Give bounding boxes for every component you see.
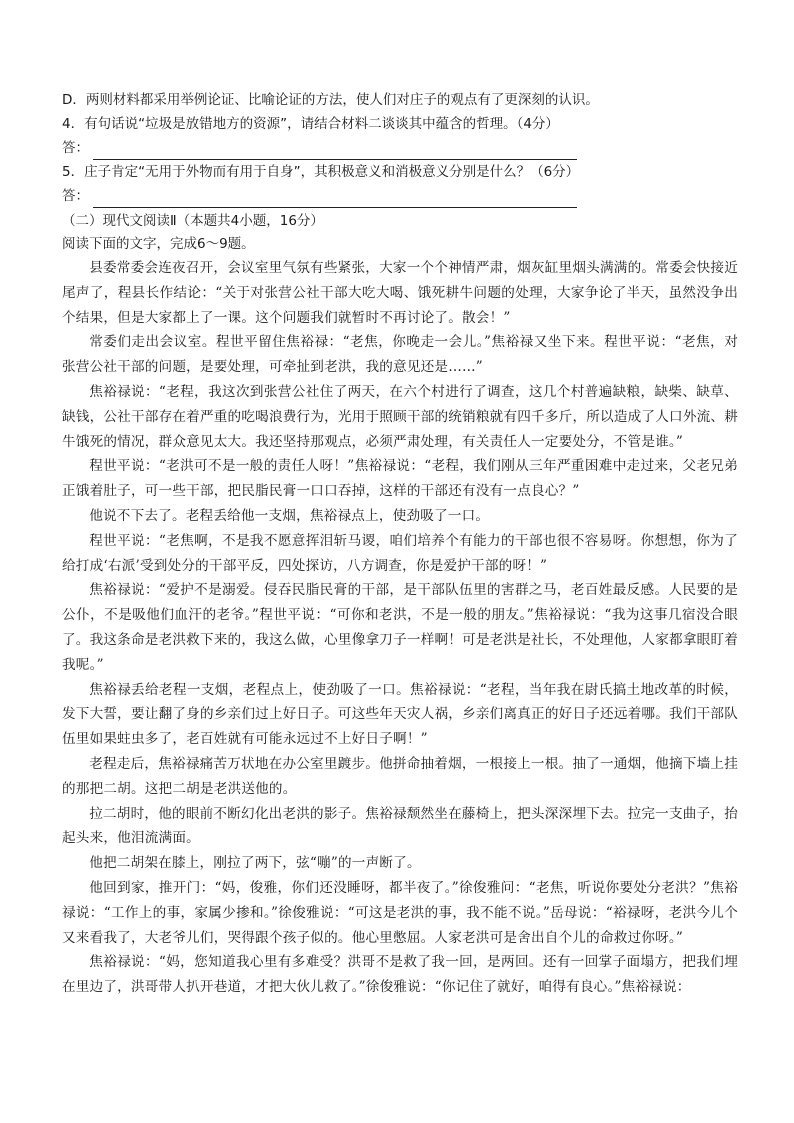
question-4: 4．有句话说“垃圾是放错地方的资源”，请结合材料二谈谈其中蕴含的哲理。（4分） [62, 116, 559, 132]
passage-paragraph: 焦裕禄说：“妈，您知道我心里有多难受？洪哥不是救了我一回，是两回。还有一回掌子面塌方，把我们埋在里边了，洪哥带人扒开巷道，才把大伙儿救了。”徐俊雅说：“你记住了就好，咱得有良心。”焦裕禄说： [62, 954, 738, 996]
passage-paragraph: 老程走后，焦裕禄痛苦万状地在办公室里踱步。他拼命抽着烟，一根接上一根。抽了一通烟，他摘下墙上挂的那把二胡。这把二胡是老洪送他的。 [62, 755, 738, 797]
answer-blank[interactable] [93, 190, 577, 208]
passage-paragraph: 焦裕禄丢给老程一支烟，老程点上，使劲吸了一口。焦裕禄说：“老程，当年我在尉氏搞土地改革的时候，发下大誓，要让翻了身的乡亲们过上好日子。可这些年天灾人祸，乡亲们离真正的好日子还远着哪。我们干部队伍里如果蛀虫多了，老百姓就有可能永远过不上好日子啊！” [62, 681, 738, 748]
passage-paragraph: 他回到家，推开门：“妈，俊雅，你们还没睡呀，都半夜了。”徐俊雅问：“老焦，听说你要处分老洪？”焦裕禄说：“工作上的事，家属少掺和。”徐俊雅说：“可这是老洪的事，我不能不说。”岳母说：“裕禄呀，老洪今儿个又来看我了，大老爷儿们，哭得跟个孩子似的。他心里憋屈。人家老洪可是舍出自个儿的命救过你呀。” [62, 879, 738, 946]
passage-paragraph: 程世平说：“老洪可不是一般的责任人呀！”焦裕禄说：“老程，我们刚从三年严重困难中走过来，父老兄弟正饿着肚子，可一些干部，把民脂民膏一口口吞掉，这样的干部还有没有一点良心？” [62, 458, 738, 500]
answer-label: 答： [62, 188, 89, 204]
passage-paragraph: 县委常委会连夜召开，会议室里气氛有些紧张，大家一个个神情严肃，烟灰缸里烟头满满的。常委会快接近尾声了，程县长作结论：“关于对张营公社干部大吃大喝、饿死耕牛问题的处理，大家争论了半天，虽然没争出个结果，但是大家都上了一课。这个问题我们就暂时不再讨论了。散会！” [62, 260, 738, 326]
passage-paragraph: 他把二胡架在膝上，刚拉了两下，弦“嘣”的一声断了。 [89, 855, 421, 872]
answer-blank[interactable] [93, 142, 577, 160]
passage-paragraph: 拉二胡时，他的眼前不断幻化出老洪的影子。焦裕禄颓然坐在藤椅上，把头深深埋下去。拉完一支曲子，抬起头来，他泪流满面。 [62, 805, 738, 847]
exam-page [62, 88, 738, 1000]
passage-paragraph: 他说不下去了。老程丢给他一支烟，焦裕禄点上，使劲吸了一口。 [89, 507, 490, 524]
answer-line-5[interactable] [62, 184, 738, 208]
answer-line-4[interactable] [62, 136, 738, 160]
section-title: （二）现代文阅读Ⅱ（本题共4小题，16分） [62, 213, 324, 229]
passage-paragraph: 常委们走出会议室。程世平留住焦裕禄：“老焦，你晚走一会儿。”焦裕禄又坐下来。程世平说：“老焦，对张营公社干部的问题，是要处理，可牵扯到老洪，我的意见还是……” [62, 334, 738, 376]
passage-paragraph: 焦裕禄说：“老程，我这次到张营公社住了两天，在六个村进行了调查，这几个村普遍缺粮，缺柴、缺草、缺钱，公社干部存在着严重的吃喝浪费行为，光用于照顾干部的统销粮就有四千多斤，所以造成了人口外流、耕牛饿死的情况，群众意见太大。我还坚持那观点，必须严肃处理，有关责任人一定要处分，不管是谁。” [62, 383, 738, 450]
section-instruction: 阅读下面的文字，完成6～9题。 [62, 236, 255, 252]
answer-label: 答： [62, 140, 89, 156]
passage-paragraph: 焦裕禄说：“爱护不是溺爱。侵吞民脂民膏的干部，是干部队伍里的害群之马，老百姓最反感。人民要的是公仆，不是吸他们血汗的老爷。”程世平说：“可你和老洪，不是一般的朋友。”焦裕禄说：“我为这事几宿没合眼了。我这条命是老洪救下来的，我这么做，心里像拿刀子一样啊！可是老洪是社长，不处理他，人家都拿眼盯着我呢。” [62, 582, 738, 673]
option-d: D．两则材料都采用举例论证、比喻论证的方法，使人们对庄子的观点有了更深刻的认识。 [62, 92, 599, 108]
question-5: 5．庄子肯定“无用于外物而有用于自身”，其积极意义和消极意义分别是什么？（6分） [62, 164, 580, 180]
passage-paragraph: 程世平说：“老焦啊，不是我不愿意挥泪斩马谡，咱们培养个有能力的干部也很不容易呀。你想想，你为了给打成‘右派’受到处分的干部平反，四处探访，八方调查，你是爱护干部的呀！” [62, 532, 738, 574]
